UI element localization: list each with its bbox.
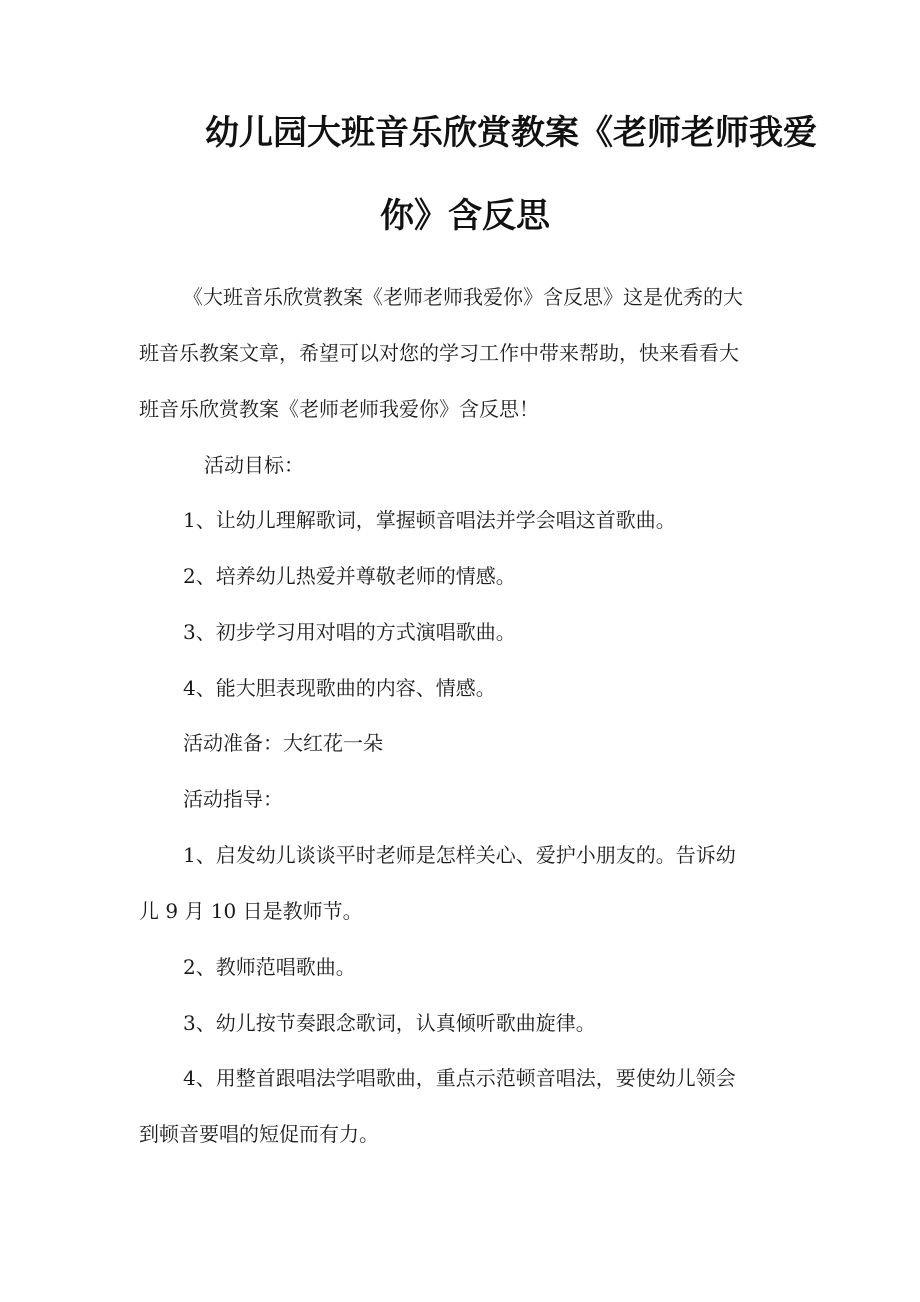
goal-item-1: 1、让幼儿理解歌词，掌握顿音唱法并学会唱这首歌曲。 <box>183 508 676 532</box>
guidance-heading: 活动指导： <box>183 787 283 811</box>
guidance-item-4-line-1: 4、用整首跟唱法学唱歌曲，重点示范顿音唱法，要使幼儿领会 <box>183 1066 736 1090</box>
goals-heading: 活动目标： <box>204 453 304 477</box>
goal-item-4: 4、能大胆表现歌曲的内容、情感。 <box>183 676 496 700</box>
intro-line-1: 《大班音乐欣赏教案《老师老师我爱你》含反思》这是优秀的大 <box>183 285 743 309</box>
guidance-item-3: 3、幼儿按节奏跟念歌词，认真倾听歌曲旋律。 <box>183 1011 596 1035</box>
preparation-line: 活动准备：大红花一朵 <box>183 731 383 755</box>
guidance-item-1-line-2: 儿 9 月 10 日是教师节。 <box>139 899 363 923</box>
guidance-item-2: 2、教师范唱歌曲。 <box>183 955 356 979</box>
goal-item-2: 2、培养幼儿热爱并尊敬老师的情感。 <box>183 564 516 588</box>
goal-item-3: 3、初步学习用对唱的方式演唱歌曲。 <box>183 620 516 644</box>
guidance-item-4-line-2: 到顿音要唱的短促而有力。 <box>139 1122 379 1146</box>
guidance-item-1-line-1: 1、启发幼儿谈谈平时老师是怎样关心、爱护小朋友的。告诉幼 <box>183 843 736 867</box>
intro-line-3: 班音乐欣赏教案《老师老师我爱你》含反思！ <box>139 397 539 421</box>
document-title-line-2: 你》含反思 <box>380 196 550 236</box>
document-title-line-1: 幼儿园大班音乐欣赏教案《老师老师我爱 <box>205 113 817 153</box>
intro-line-2: 班音乐教案文章，希望可以对您的学习工作中带来帮助，快来看看大 <box>139 341 739 365</box>
